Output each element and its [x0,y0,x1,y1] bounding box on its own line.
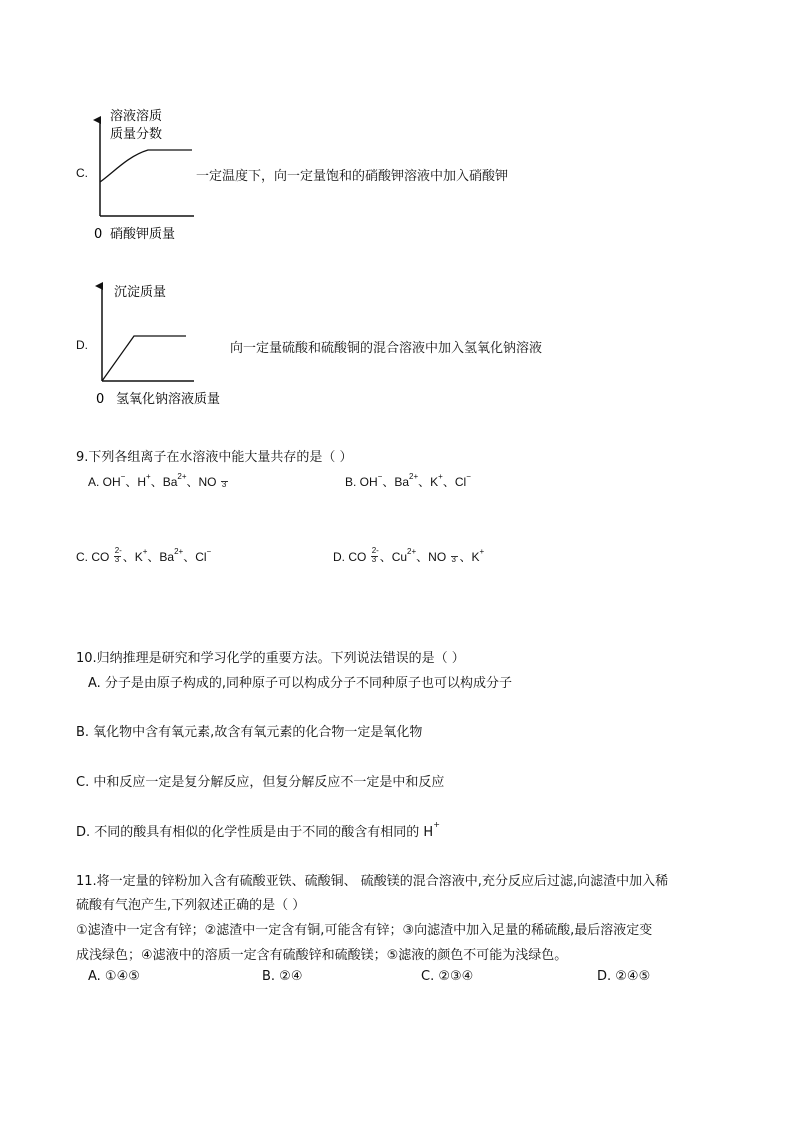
origin-label: 0 [94,227,103,242]
q11-option-a: A. ①④⑤ [88,969,140,984]
q11-statements-line1: ①滤渣中一定含有锌；②滤渣中一定含有铜,可能含有锌；③向滤渣中加入足量的稀硫酸,最后溶液定变 [76,923,653,938]
q8-option-c-graph [88,104,208,244]
q9-option-c: C. CO $\frac{2-}{3}$ 、K+、$Ba^{2+}$、Cl− [76,546,212,564]
q8-option-c-letter: C. [76,166,88,180]
y-axis-label: 沉淀质量 [114,285,167,300]
q10-stem: 10.归纳推理是研究和学习化学的重要方法。下列说法错误的是（ ） [76,651,465,666]
solubility-curve [100,150,192,182]
q9-stem: 9.下列各组离子在水溶液中能大量共存的是（ ） [76,450,353,465]
origin-label: 0 [96,392,105,407]
q11-option-c: C. ②③④ [421,969,474,984]
x-axis-label: 硝酸钾质量 [110,227,176,242]
q10-option-b: B. 氧化物中含有氧元素,故含有氧元素的化合物一定是氧化物 [76,725,423,740]
q9-option-d: D. CO $\frac{2-}{3}$ 、$Cu^{2+}$、NO 3 、K+ [333,546,485,564]
q9-option-b: B. OH−、$Ba^{2+}$、K+、Cl− [345,472,471,489]
q10-option-d: D. 不同的酸具有相似的化学性质是由于不同的酸含有相同的 H+ [76,820,440,840]
q8-option-c-text: 一定温度下，向一定量饱和的硝酸钾溶液中加入硝酸钾 [196,169,509,184]
q11-stem-line1: 11.将一定量的锌粉加入含有硫酸亚铁、硫酸铜、 硫酸镁的混合溶液中,充分反应后过滤,向滤渣中加入稀 [76,874,669,889]
q11-option-b: B. ②④ [262,969,303,984]
q11-option-d: D. ②④⑤ [597,969,651,984]
q10-option-c: C. 中和反应一定是复分解反应，但复分解反应不一定是中和反应 [76,775,445,790]
q8-option-d-text: 向一定量硫酸和硫酸铜的混合溶液中加入氢氧化钠溶液 [230,341,543,356]
q8-option-d-graph [88,278,238,410]
precipitate-curve [102,336,186,381]
q11-statements-line2: 成浅绿色；④滤液中的溶质一定含有硫酸锌和硫酸镁；⑤滤液的颜色不可能为浅绿色。 [76,948,568,963]
q10-option-a: A. 分子是由原子构成的,同种原子可以构成分子不同种原子也可以构成分子 [88,676,513,691]
q9-option-a: A. OH−、H+、$Ba^{2+}$、NO 3 [88,472,227,489]
q8-option-d-letter: D. [76,338,88,352]
q11-stem-line2: 硫酸有气泡产生,下列叙述正确的是（ ） [76,898,306,913]
y-axis-label-line2: 质量分数 [110,127,163,142]
x-axis-label: 氢氧化钠溶液质量 [116,392,221,407]
y-axis-label-line1: 溶液溶质 [110,109,163,124]
